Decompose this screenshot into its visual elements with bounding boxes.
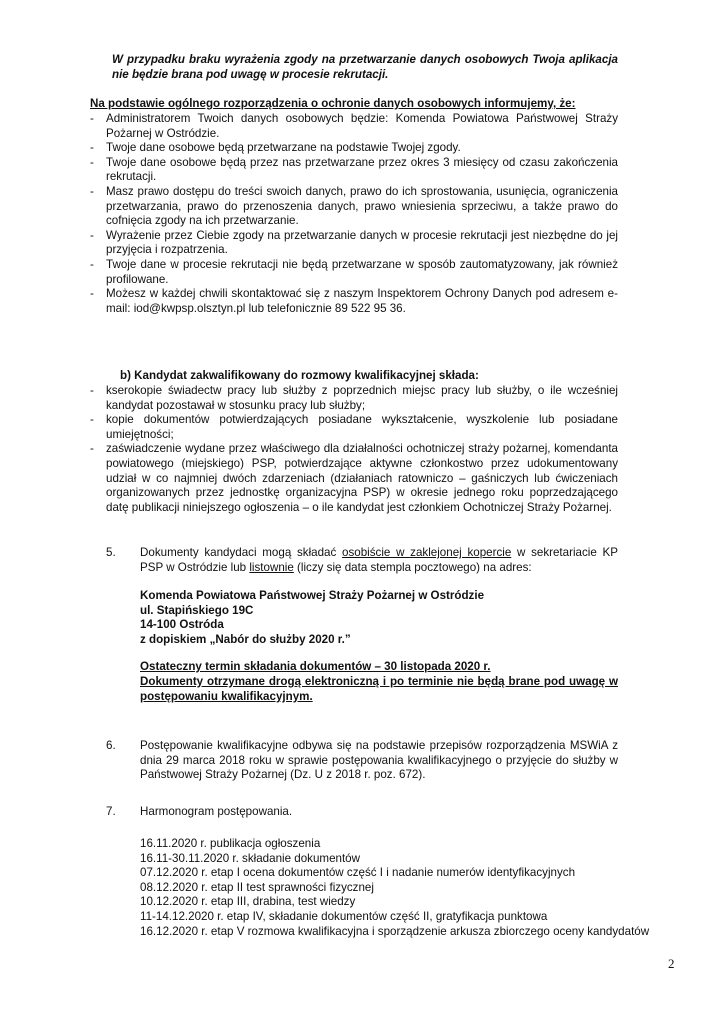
schedule-item: 07.12.2020 r. etap I ocena dokumentów część I i nadanie numerów identyfikacyjnych: [140, 866, 576, 880]
section-number: 6.: [106, 739, 116, 752]
section-number: 7.: [106, 805, 116, 818]
list-item: - kopie dokumentów potwierdzających posiadane wykształcenie, wyszkolenie lub posiadane umiejętności;: [90, 413, 618, 441]
list-item: - Administratorem Twoich danych osobowych będzie: Komenda Powiatowa Państwowej Straży Pożarnej w Ostródzie.: [90, 112, 618, 140]
consent-note: W przypadku braku wyrażenia zgody na przetwarzanie danych osobowych Twoja aplikacja nie będzie brana pod uwagę w procesie rekrutacji.: [112, 53, 618, 81]
deadline-notice: Ostateczny termin składania dokumentów – 30 listopada 2020 r.: [140, 660, 491, 673]
qualified-heading: b) Kandydat zakwalifikowany do rozmowy kwalifikacyjnej składa:: [120, 369, 479, 382]
list-item: - zaświadczenie wydane przez właściwego dla działalności ochotniczej straży pożarnej, komendanta powiatowego (miejskiego) PSP, potwierdzające aktywne członkostwo przez udokumentowany udział w co najmniej dwóch zdarzeniach (działaniach ratowniczo – gaśniczych lub ćwiczeniach organizowanych przez jednostkę organizacyjna PSP) w okresie jednego roku poprzedzającego datę publikacji niniejszego ogłoszenia – o ile kandydat jest członkiem Ochotniczej Straży Pożarnej.: [90, 442, 618, 514]
list-item: - Twoje dane osobowe będą przez nas przetwarzane przez okres 3 miesięcy od czasu zakończenia rekrutacji.: [90, 155, 618, 184]
address-line: 14-100 Ostróda: [140, 618, 224, 632]
mailing-address: [140, 589, 618, 647]
section6-text: Postępowanie kwalifikacyjne odbywa się na podstawie przepisów rozporządzenia MSWiA z dnia 29 marca 2018 roku w sprawie postępowania kwalifikacyjnego o przyjęcie do służby w Państwowej Straży Pożarnej (Dz. U z 2018 r. poz. 672).: [140, 739, 618, 782]
list-item: - Wyrażenie przez Ciebie zgody na przetwarzanie danych w procesie rekrutacji jest niezbędne do jej przyjęcia i rozpatrzenia.: [90, 228, 618, 257]
list-item: - Twoje dane osobowe będą przetwarzane na podstawie Twojej zgody.: [90, 141, 461, 155]
schedule-item: 16.11.2020 r. publikacja ogłoszenia: [140, 837, 321, 850]
delivery-in-person: osobiście w zaklejonej kopercie: [342, 546, 512, 559]
section-number: 5.: [106, 546, 116, 559]
schedule-list: [140, 837, 680, 939]
page-number: 2: [668, 956, 675, 971]
delivery-by-post: listownie: [249, 560, 294, 574]
schedule-title: Harmonogram postępowania.: [140, 805, 293, 818]
gdpr-list: [90, 112, 618, 316]
electronic-submission-note: Dokumenty otrzymane drogą elektroniczną i po terminie nie będą brane pod uwagę w postępowaniu kwalifikacyjnym.: [140, 675, 618, 703]
address-line: z dopiskiem „Nabór do służby 2020 r.”: [140, 632, 351, 646]
gdpr-heading: Na podstawie ogólnego rozporządzenia o ochronie danych osobowych informujemy, że:: [90, 97, 576, 110]
list-item: - kserokopie świadectw pracy lub służby z poprzednich miejsc pracy lub służby, o ile wcześniej kandydat pozostawał w stosunku pracy lub służby;: [90, 384, 618, 412]
qualified-list: [90, 384, 618, 515]
list-item: - Twoje dane w procesie rekrutacji nie będą przetwarzane w sposób zautomatyzowany, jak również profilowane.: [90, 257, 618, 286]
list-item: - Masz prawo dostępu do treści swoich danych, prawo do ich sprostowania, usunięcia, ograniczenia przetwarzania, prawo do przenoszenia danych, prawo wniesienia sprzeciwu, a także prawo do cofnięcia zgody na ich przetwarzanie.: [90, 184, 618, 228]
schedule-item: 16.12.2020 r. etap V rozmowa kwalifikacyjna i sporządzenie arkusza zbiorczego oceny kandydatów: [140, 924, 650, 938]
address-line: Komenda Powiatowa Państwowej Straży Pożarnej w Ostródzie: [140, 589, 485, 602]
section5-text: Dokumenty kandydaci mogą składać osobiście w zaklejonej kopercie w sekretariacie KP PSP w Ostródzie lub listownie (liczy się data stempla pocztowego) na adres:: [140, 546, 618, 574]
schedule-item: 16.11-30.11.2020 r. składanie dokumentów: [140, 851, 361, 865]
list-item: - Możesz w każdej chwili skontaktować się z naszym Inspektorem Ochrony Danych pod adresem e-mail: iod@kwpsp.olsztyn.pl lub telefonicznie 89 522 95 36.: [90, 287, 618, 315]
address-line: ul. Stapińskiego 19C: [140, 603, 254, 617]
schedule-item: 11-14.12.2020 r. etap IV, składanie dokumentów część II, gratyfikacja punktowa: [140, 909, 548, 923]
schedule-item: 10.12.2020 r. etap III, drabina, test wiedzy: [140, 895, 356, 909]
schedule-item: 08.12.2020 r. etap II test sprawności fizycznej: [140, 880, 374, 894]
